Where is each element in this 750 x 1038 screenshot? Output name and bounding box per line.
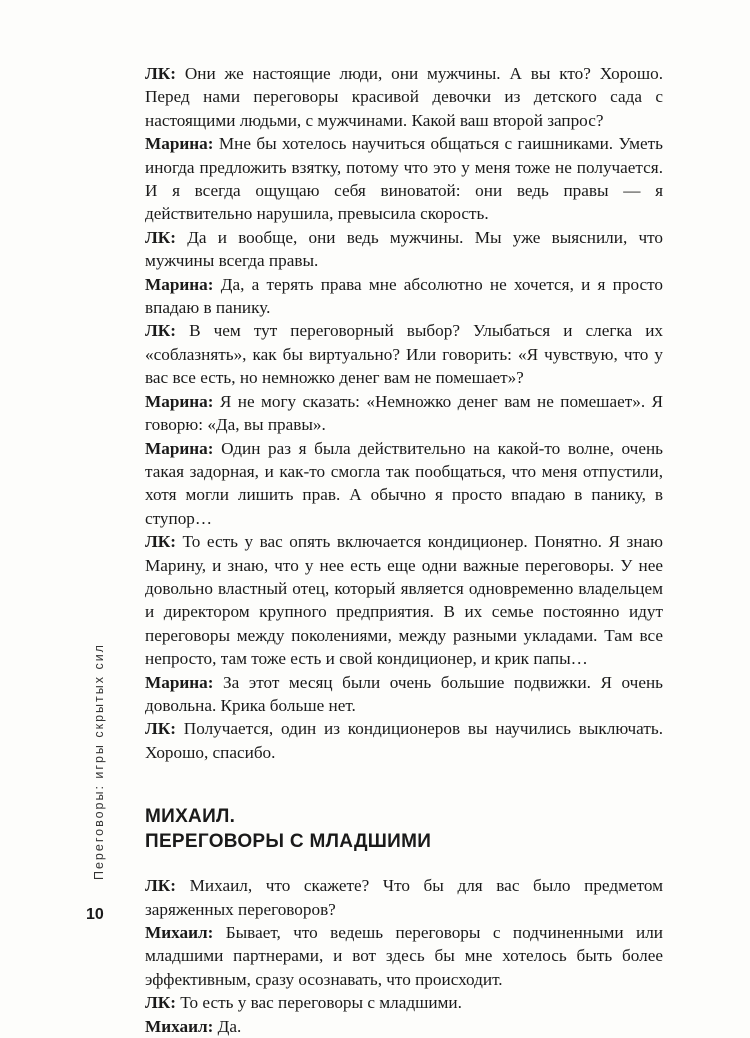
dialogue-paragraph xyxy=(145,991,663,1014)
dialogue-text: Да. xyxy=(213,1016,242,1036)
speaker-label: Марина: xyxy=(145,134,214,154)
dialogue-text: Да, а терять права мне абсолютно не хочется, и я просто впадаю в панику. xyxy=(145,274,663,318)
speaker-label: Михаил: xyxy=(145,1016,214,1036)
page-body xyxy=(145,62,663,1038)
speaker-label: Марина: xyxy=(145,672,214,692)
speaker-label: ЛК: xyxy=(145,993,176,1013)
dialogue-paragraph xyxy=(145,530,663,670)
dialogue-text: Михаил, что скажете? Что бы для вас было предметом заряженных переговоров? xyxy=(145,876,663,919)
dialogue-text: В чем тут переговорный выбор? Улыбаться и слегка их «соблазнять», как бы виртуально? Или говорить: «Я чувствую, что у вас все есть, но немножко денег вам не помешает»? xyxy=(145,321,663,388)
speaker-label: Марина: xyxy=(145,274,214,294)
dialogue-text: То есть у вас опять включается кондиционер. Понятно. Я знаю Марину, и знаю, что у нее есть еще одни важные переговоры. У нее довольно властный отец, который является одновременно владельцем и директором крупного предприятия. В их семье постоянно идут переговоры между поколениями, между разными укладами. Там все непросто, там тоже есть и свой кондиционер, и крик папы… xyxy=(145,532,663,669)
speaker-label: ЛК: xyxy=(145,64,176,83)
dialogue-text: Мне бы хотелось научиться общаться с гаишниками. Уметь иногда предложить взятку, потому что это у меня тоже не получается. И я всегда ощущаю себя виноватой: они ведь правы — я действительно нарушила, превысила скорость. xyxy=(145,134,663,224)
section-heading-line2: ПЕРЕГОВОРЫ С МЛАДШИМИ xyxy=(145,831,432,853)
dialogue-paragraph xyxy=(145,273,663,320)
running-head: Переговоры: игры скрытых сил xyxy=(92,643,106,880)
dialogue-text: Я не могу сказать: «Немножко денег вам не помешает». Я говорю: «Да, вы правы». xyxy=(145,391,663,435)
dialogue-paragraph xyxy=(145,921,663,991)
dialogue-paragraph xyxy=(145,671,663,718)
dialogue-text: Один раз я была действительно на какой-то волне, очень такая задорная, и как-то смогла так пообщаться, что меня отпустили, хотя могли лишить прав. А обычно я просто впадаю в панику, в ступор… xyxy=(145,438,663,528)
speaker-label: Михаил: xyxy=(145,923,214,942)
dialogue-paragraph xyxy=(145,717,663,764)
dialogue-paragraph xyxy=(145,874,663,921)
dialogue-paragraph xyxy=(145,319,663,389)
dialogue-paragraph xyxy=(145,62,663,132)
section-heading-line1: МИХАИЛ. xyxy=(145,806,236,828)
dialogue-text: Получается, один из кондиционеров вы научились выключать. Хорошо, спасибо. xyxy=(145,719,663,762)
dialogue-paragraph xyxy=(145,390,663,437)
dialogue-text: Бывает, что ведешь переговоры с подчиненными или младшими партнерами, и вот здесь бы мне хотелось быть более эффективным, сразу осознавать, что происходит. xyxy=(145,923,663,989)
speaker-label: ЛК: xyxy=(145,532,176,552)
speaker-label: ЛК: xyxy=(145,719,176,739)
speaker-label: ЛК: xyxy=(145,876,176,896)
speaker-label: ЛК: xyxy=(145,227,176,247)
dialogue-paragraph xyxy=(145,1015,663,1038)
section-heading xyxy=(145,804,663,854)
dialogue-paragraph xyxy=(145,132,663,226)
dialogue-paragraph xyxy=(145,437,663,531)
dialogue-text: Да и вообще, они ведь мужчины. Мы уже выяснили, что мужчины всегда правы. xyxy=(145,227,663,271)
page-number: 10 xyxy=(86,906,104,923)
speaker-label: Марина: xyxy=(145,391,214,411)
speaker-label: Марина: xyxy=(145,438,214,458)
speaker-label: ЛК: xyxy=(145,321,176,341)
dialogue-text: То есть у вас переговоры с младшими. xyxy=(176,993,462,1013)
dialogue-paragraph xyxy=(145,226,663,273)
dialogue-text: Они же настоящие люди, они мужчины. А вы кто? Хорошо. Перед нами переговоры красивой девочки из детского сада с настоящими людьми, с мужчинами. Какой ваш второй запрос? xyxy=(145,64,663,130)
dialogue-text: За этот месяц были очень большие подвижки. Я очень довольна. Крика больше нет. xyxy=(145,672,663,715)
